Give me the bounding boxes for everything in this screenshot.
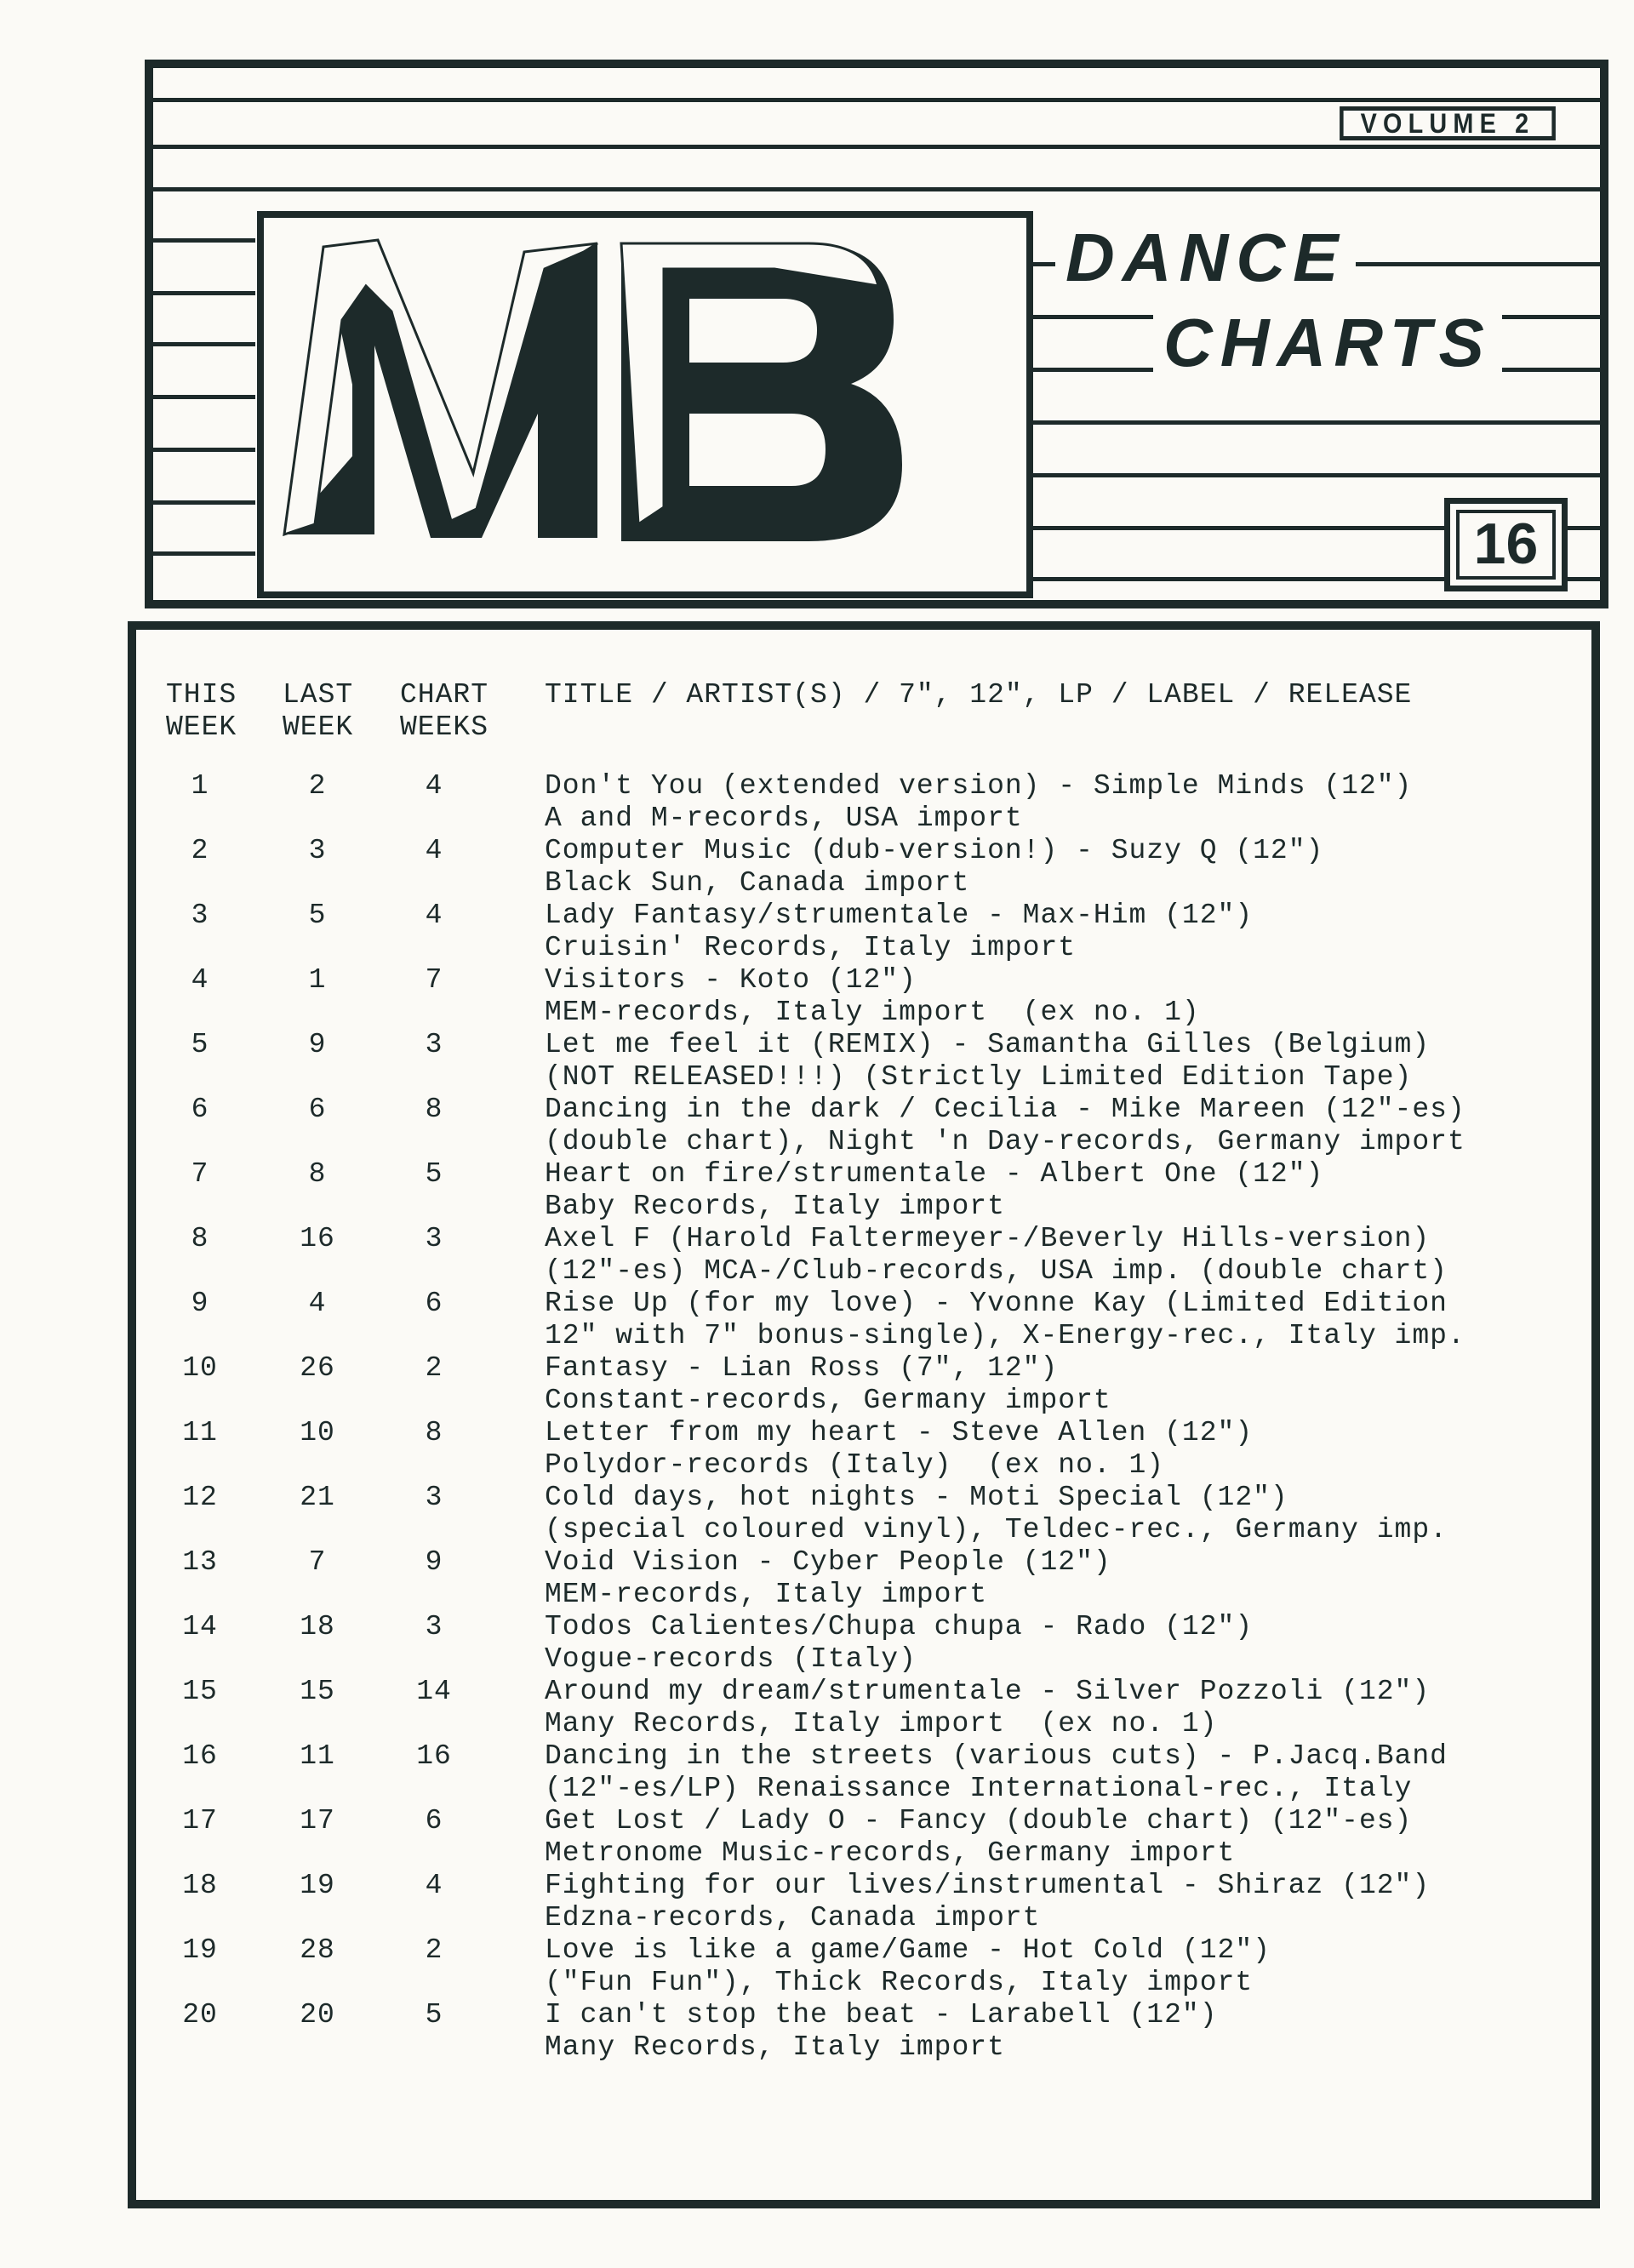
label-release-line: MEM-records, Italy import [545, 1579, 988, 1610]
label-release-line: Edzna-records, Canada import [545, 1902, 1041, 1934]
col-last-week: LAST WEEK [283, 679, 354, 743]
title-artist-line: Rise Up (for my love) - Yvonne Kay (Limited Edition [545, 1288, 1448, 1319]
weeks-on-chart: 5 [425, 1158, 443, 1190]
label-release-line: (12"-es/LP) Renaissance International-rec., Italy [545, 1773, 1413, 1804]
weeks-on-chart: 3 [425, 1611, 443, 1642]
entry-details [545, 1999, 1218, 2064]
title-artist-line: Visitors - Koto (12") [545, 964, 917, 996]
last-week-position: 18 [300, 1611, 335, 1642]
label-release-line: A and M-records, USA import [545, 803, 1023, 834]
entry-details [545, 1094, 1465, 1158]
volume-label: VOLUME 2 [1340, 106, 1556, 140]
col-this-week: THIS WEEK [166, 679, 237, 743]
chart-entry [136, 1094, 1591, 1158]
last-week-position: 19 [300, 1870, 335, 1901]
last-week-position: 16 [300, 1223, 335, 1254]
last-week-position: 11 [300, 1740, 335, 1772]
last-week-position: 4 [308, 1288, 327, 1319]
title-artist-line: I can't stop the beat - Larabell (12") [545, 1999, 1218, 2031]
weeks-on-chart: 16 [416, 1740, 452, 1772]
this-week-position: 16 [182, 1740, 218, 1772]
entry-details [545, 1417, 1253, 1482]
last-week-position: 6 [308, 1094, 327, 1125]
this-week-position: 8 [191, 1223, 209, 1254]
stripe [153, 187, 1600, 191]
last-week-position: 2 [308, 770, 327, 802]
entry-details [545, 1482, 1448, 1546]
stripe [153, 551, 255, 556]
chart-listing [128, 621, 1600, 2208]
stripe [153, 342, 255, 346]
entry-details [545, 1546, 1111, 1611]
label-release-line: Black Sun, Canada import [545, 867, 970, 899]
chart-entry [136, 1223, 1591, 1288]
chart-entry [136, 1482, 1591, 1546]
entry-details [545, 1870, 1430, 1934]
this-week-position: 9 [191, 1288, 209, 1319]
chart-entry [136, 835, 1591, 900]
entry-details [545, 1740, 1448, 1805]
entry-details [545, 1029, 1430, 1094]
label-release-line: Polydor-records (Italy) (ex no. 1) [545, 1449, 1165, 1481]
issue-number-box [1444, 498, 1568, 591]
chart-entry [136, 1029, 1591, 1094]
label-release-line: (12"-es) MCA-/Club-records, USA imp. (double chart) [545, 1255, 1448, 1287]
col-title-artist: TITLE / ARTIST(S) / 7", 12", LP / LABEL / RELEASE [545, 679, 1413, 711]
last-week-position: 21 [300, 1482, 335, 1513]
weeks-on-chart: 2 [425, 1934, 443, 1966]
label-release-line: Cruisin' Records, Italy import [545, 932, 1077, 963]
this-week-position: 18 [182, 1870, 218, 1901]
title-charts: CHARTS [1153, 309, 1502, 377]
chart-entry [136, 1546, 1591, 1611]
this-week-position: 12 [182, 1482, 218, 1513]
stripe [1033, 473, 1600, 477]
label-release-line: Many Records, Italy import [545, 2031, 1005, 2063]
last-week-position: 3 [308, 835, 327, 866]
title-artist-line: Todos Calientes/Chupa chupa - Rado (12") [545, 1611, 1254, 1642]
entry-details [545, 1352, 1111, 1417]
title-artist-line: Get Lost / Lady O - Fancy (double chart) (12"-es) [545, 1805, 1413, 1837]
logo [257, 211, 1033, 598]
col-chart-weeks: CHART WEEKS [400, 679, 489, 743]
last-week-position: 26 [300, 1352, 335, 1384]
weeks-on-chart: 4 [425, 835, 443, 866]
title-artist-line: Dancing in the dark / Cecilia - Mike Mareen (12"-es) [545, 1094, 1465, 1125]
entry-details [545, 1805, 1412, 1870]
this-week-position: 20 [182, 1999, 218, 2031]
title-artist-line: Fantasy - Lian Ross (7", 12") [545, 1352, 1059, 1384]
title-artist-line: Letter from my heart - Steve Allen (12") [545, 1417, 1254, 1448]
this-week-position: 3 [191, 900, 209, 931]
chart-entry [136, 1352, 1591, 1417]
weeks-on-chart: 7 [425, 964, 443, 996]
last-week-position: 28 [300, 1934, 335, 1966]
label-release-line: Metronome Music-records, Germany import [545, 1837, 1236, 1869]
title-artist-line: Cold days, hot nights - Moti Special (12") [545, 1482, 1288, 1513]
weeks-on-chart: 2 [425, 1352, 443, 1384]
chart-entry [136, 1158, 1591, 1223]
this-week-position: 14 [182, 1611, 218, 1642]
masthead [145, 60, 1608, 608]
entry-details [545, 964, 1200, 1029]
chart-entry [136, 1288, 1591, 1352]
label-release-line: (double chart), Night 'n Day-records, Germany import [545, 1126, 1465, 1157]
weeks-on-chart: 14 [416, 1676, 452, 1707]
chart-entry [136, 770, 1591, 835]
label-release-line: 12" with 7" bonus-single), X-Energy-rec., Italy imp. [545, 1320, 1465, 1351]
weeks-on-chart: 3 [425, 1029, 443, 1060]
chart-entries [136, 770, 1591, 2064]
title-artist-line: Dancing in the streets (various cuts) - P.Jacq.Band [545, 1740, 1448, 1772]
last-week-position: 7 [308, 1546, 327, 1578]
this-week-position: 2 [191, 835, 209, 866]
entry-details [545, 1676, 1430, 1740]
last-week-position: 17 [300, 1805, 335, 1837]
this-week-position: 13 [182, 1546, 218, 1578]
weeks-on-chart: 4 [425, 1870, 443, 1901]
weeks-on-chart: 3 [425, 1482, 443, 1513]
weeks-on-chart: 6 [425, 1288, 443, 1319]
title-artist-line: Love is like a game/Game - Hot Cold (12") [545, 1934, 1271, 1966]
chart-entry [136, 900, 1591, 964]
this-week-position: 1 [191, 770, 209, 802]
title-artist-line: Don't You (extended version) - Simple Minds (12") [545, 770, 1413, 802]
weeks-on-chart: 5 [425, 1999, 443, 2031]
label-release-line: ("Fun Fun"), Thick Records, Italy import [545, 1967, 1254, 1998]
this-week-position: 17 [182, 1805, 218, 1837]
this-week-position: 11 [182, 1417, 218, 1448]
stripe [153, 238, 255, 243]
entry-details [545, 900, 1253, 964]
label-release-line: Baby Records, Italy import [545, 1191, 1005, 1222]
label-release-line: Constant-records, Germany import [545, 1385, 1111, 1416]
stripe [153, 500, 255, 505]
last-week-position: 1 [308, 964, 327, 996]
chart-entry [136, 1740, 1591, 1805]
this-week-position: 15 [182, 1676, 218, 1707]
title-artist-line: Axel F (Harold Faltermeyer-/Beverly Hills-version) [545, 1223, 1431, 1254]
chart-entry [136, 1611, 1591, 1676]
chart-entry [136, 964, 1591, 1029]
label-release-line: (special coloured vinyl), Teldec-rec., Germany imp. [545, 1514, 1448, 1545]
chart-entry [136, 1999, 1591, 2064]
entry-details [545, 770, 1412, 835]
weeks-on-chart: 4 [425, 900, 443, 931]
stripe [153, 145, 1600, 149]
entry-details [545, 1223, 1448, 1288]
entry-details [545, 835, 1323, 900]
chart-entry [136, 1805, 1591, 1870]
stripe [153, 448, 255, 452]
chart-entry [136, 1934, 1591, 1999]
title-dance: DANCE [1055, 224, 1356, 292]
title-artist-line: Void Vision - Cyber People (12") [545, 1546, 1111, 1578]
last-week-position: 9 [308, 1029, 327, 1060]
last-week-position: 20 [300, 1999, 335, 2031]
last-week-position: 15 [300, 1676, 335, 1707]
entry-details [545, 1158, 1323, 1223]
weeks-on-chart: 8 [425, 1417, 443, 1448]
this-week-position: 4 [191, 964, 209, 996]
stripe [1033, 420, 1600, 425]
weeks-on-chart: 4 [425, 770, 443, 802]
stripe [153, 395, 255, 399]
mb-logo-icon [264, 218, 1026, 591]
chart-entry [136, 1676, 1591, 1740]
stripe [153, 98, 1600, 102]
last-week-position: 5 [308, 900, 327, 931]
title-artist-line: Fighting for our lives/instrumental - Shiraz (12") [545, 1870, 1431, 1901]
this-week-position: 5 [191, 1029, 209, 1060]
last-week-position: 10 [300, 1417, 335, 1448]
stripe [153, 291, 255, 295]
title-artist-line: Let me feel it (REMIX) - Samantha Gilles (Belgium) [545, 1029, 1431, 1060]
title-artist-line: Heart on fire/strumentale - Albert One (12") [545, 1158, 1324, 1190]
entry-details [545, 1611, 1253, 1676]
this-week-position: 7 [191, 1158, 209, 1190]
weeks-on-chart: 8 [425, 1094, 443, 1125]
this-week-position: 6 [191, 1094, 209, 1125]
last-week-position: 8 [308, 1158, 327, 1190]
this-week-position: 19 [182, 1934, 218, 1966]
chart-entry [136, 1417, 1591, 1482]
label-release-line: MEM-records, Italy import (ex no. 1) [545, 997, 1200, 1028]
label-release-line: Many Records, Italy import (ex no. 1) [545, 1708, 1218, 1740]
label-release-line: (NOT RELEASED!!!) (Strictly Limited Edition Tape) [545, 1061, 1413, 1093]
this-week-position: 10 [182, 1352, 218, 1384]
entry-details [545, 1288, 1465, 1352]
chart-entry [136, 1870, 1591, 1934]
title-artist-line: Lady Fantasy/strumentale - Max-Him (12") [545, 900, 1254, 931]
title-artist-line: Computer Music (dub-version!) - Suzy Q (12") [545, 835, 1324, 866]
label-release-line: Vogue-records (Italy) [545, 1643, 917, 1675]
weeks-on-chart: 3 [425, 1223, 443, 1254]
weeks-on-chart: 9 [425, 1546, 443, 1578]
weeks-on-chart: 6 [425, 1805, 443, 1837]
issue-number: 16 [1456, 510, 1556, 580]
entry-details [545, 1934, 1271, 1999]
title-artist-line: Around my dream/strumentale - Silver Pozzoli (12") [545, 1676, 1431, 1707]
